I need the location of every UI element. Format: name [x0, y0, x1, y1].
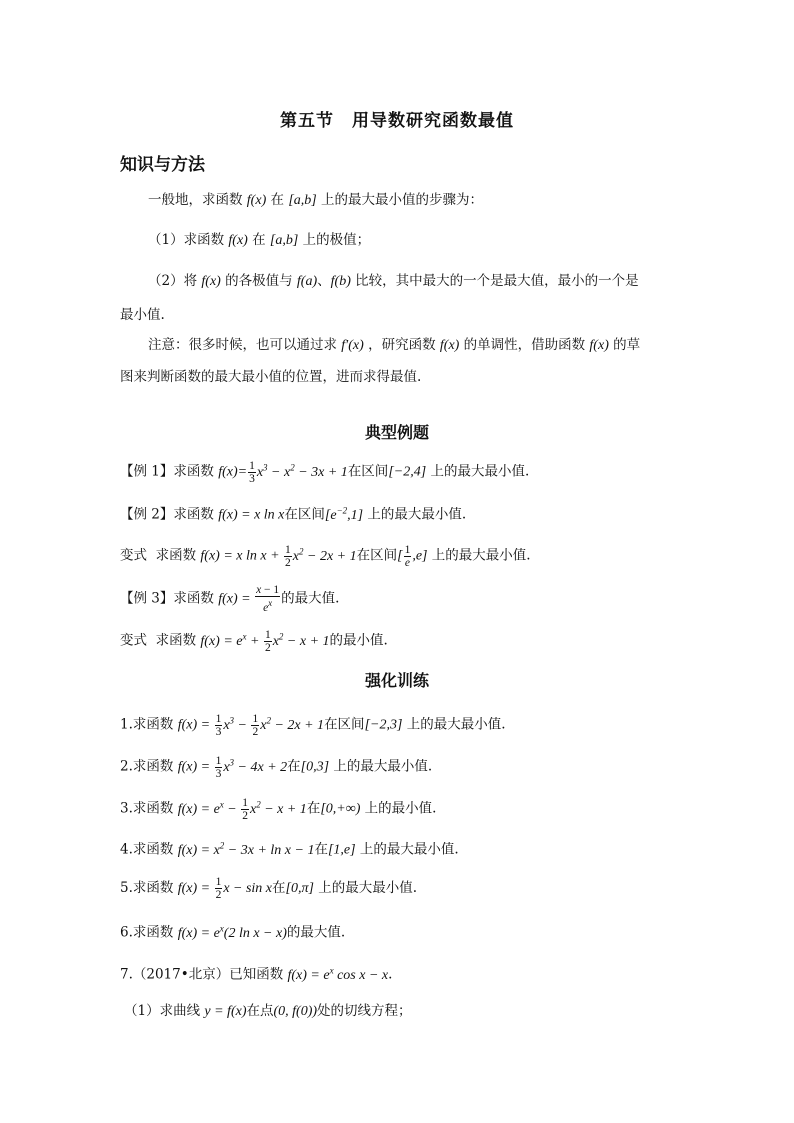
- step-2-cont: 最小值.: [120, 307, 165, 323]
- formula-fx: f(x): [228, 233, 248, 248]
- page-title: 第五节 用导数研究函数最值: [280, 111, 514, 131]
- formula-fprime: f′(x): [341, 338, 364, 353]
- formula-fb: f(b): [330, 274, 351, 289]
- exercise-1: 1.求函数 f(x) = $\frac{1}{3}$ $x^3$ − $\frac{1}{2}$ $x^2 - 2x + 1$在区间[−2,3] 上的最大最小值.: [120, 712, 506, 738]
- step-2: （2）将 f(x) 的各极值与 f(a)、f(b) 比较，其中最大的一个是最大值，最小的一个是: [148, 273, 639, 289]
- note-line-2: 图来判断函数的最大最小值的位置，进而求得最值.: [120, 369, 422, 385]
- exercise-5: 5.求函数 f(x) = $\frac{1}{2}$ x − sin x在[0,π] 上的最大最小值.: [120, 876, 418, 901]
- note-line-1: 注意：很多时候，也可以通过求 f′(x) ，研究函数 f(x) 的单调性，借助函数 f(x) 的草: [148, 337, 641, 353]
- exercise-4: 4.求函数 $f(x) = x^2 - 3x + \ln x - 1$在[1,e] 上的最大最小值.: [120, 840, 459, 858]
- variant-1: 变式 求函数 f(x) = x ln x + $\frac{1}{2}$ $x^2 - 2x + 1$在区间[ $\frac{1}{e}$ ,e] 上的最大最小值.: [120, 543, 531, 569]
- example-1: 【例 1】求函数 f(x)= $\frac{1}{3}$ $x^3 - x^2 - 3x + 1$在区间[−2,4] 上的最大最小值.: [120, 459, 530, 485]
- formula-fa: f(a): [296, 274, 318, 289]
- example-3: 【例 3】求函数 f(x) = $\frac{x - 1}{e^x}$ 的最大值.: [120, 584, 340, 614]
- exercise-7: 7.（2017•北京）已知函数 $f(x) = e^x$ cos x − x.: [120, 965, 393, 983]
- step-1: （1）求函数 f(x) 在 [a,b] 上的极值；: [148, 232, 371, 248]
- example-2: 【例 2】求函数 f(x) = x ln x在区间$[e^{-2},1]$ 上的最大最小值.: [120, 505, 467, 523]
- formula-fx: f(x): [246, 193, 267, 208]
- formula-interval-ab: [a,b]: [288, 193, 317, 208]
- formula-fx: f(x): [201, 274, 221, 289]
- formula-fx: f(x): [439, 338, 460, 353]
- exercise-7-part-1: （1）求曲线 y = f(x)在点(0, f(0))处的切线方程；: [124, 1003, 412, 1019]
- paragraph-intro: 一般地，求函数 f(x) 在 [a,b] 上的最大最小值的步骤为：: [148, 192, 484, 208]
- formula-fx: f(x): [589, 338, 609, 353]
- section-heading-knowledge: 知识与方法: [120, 155, 205, 175]
- section-heading-examples: 典型例题: [364, 423, 429, 442]
- exercise-3: 3.求函数 $f(x) = e^x$ − $\frac{1}{2}$ $x^2 - x + 1$在[0,+∞) 上的最小值.: [120, 796, 437, 822]
- exercise-6: 6.求函数 $f(x) = e^x(2$ ln x − x)的最大值.: [120, 923, 346, 941]
- variant-2: 变式 求函数 $f(x) = e^x$ + $\frac{1}{2}$ $x^2 - x + 1$的最小值.: [120, 628, 388, 654]
- formula-interval-ab: [a,b]: [269, 233, 299, 248]
- section-heading-training: 强化训练: [364, 671, 429, 690]
- exercise-2: 2.求函数 f(x) = $\frac{1}{3}$ $x^3 - 4x + 2$在[0,3] 上的最大最小值.: [120, 754, 433, 780]
